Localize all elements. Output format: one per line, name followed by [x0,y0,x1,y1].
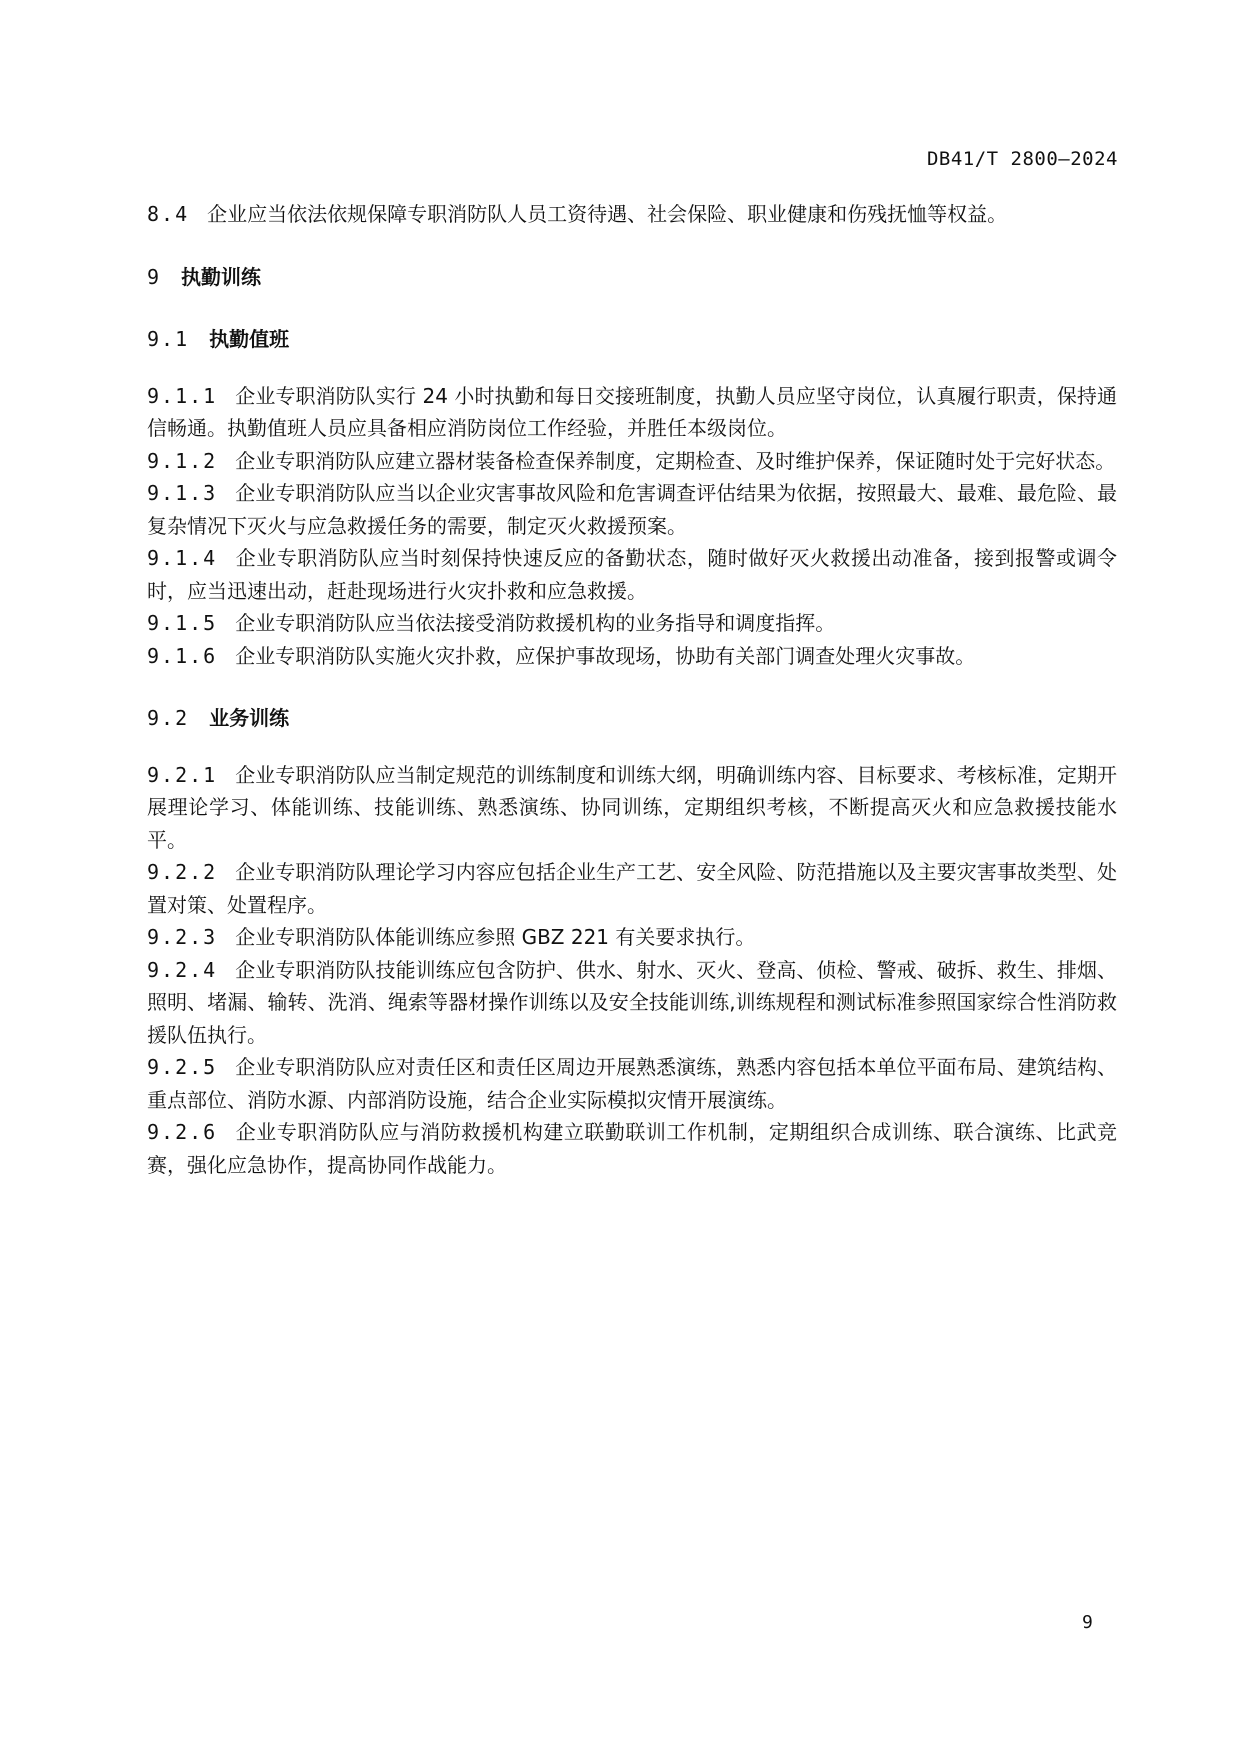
heading-text: 业务训练 [209,706,290,730]
clause-text: 企业专职消防队应当制定规范的训练制度和训练大纲，明确训练内容、目标要求、考核标准，定期开展理论学习、体能训练、技能训练、熟悉演练、协同训练，定期组织考核，不断提高灭火和应急救援技能水平。 [147,762,1117,852]
clause-9-2-1 [147,759,1117,857]
clause-text: 企业专职消防队应与消防救援机构建立联勤联训工作机制，定期组织合成训练、联合演练、比武竞赛，强化应急协作，提高协同作战能力。 [147,1120,1117,1177]
clause-9-1-5 [147,607,1117,640]
clause-text: 企业专职消防队应对责任区和责任区周边开展熟悉演练，熟悉内容包括本单位平面布局、建筑结构、重点部位、消防水源、内部消防设施，结合企业实际模拟灾情开展演练。 [147,1055,1117,1112]
heading-number: 9.1 [147,327,190,351]
clause-text: 企业专职消防队技能训练应包含防护、供水、射水、灭火、登高、侦检、警戒、破拆、救生、排烟、照明、堵漏、输转、洗消、绳索等器材操作训练以及安全技能训练,训练规程和测试标准参照国家综合性消防救援队伍执行。 [147,957,1117,1047]
clause-text: 企业专职消防队体能训练应参照 GBZ 221 有关要求执行。 [235,925,756,949]
clause-number: 9.2.4 [147,957,218,982]
clause-number: 9.1.6 [147,643,218,668]
heading-text: 执勤训练 [181,264,262,289]
clause-number: 9.1.1 [147,383,218,408]
section-heading-9-1 [147,323,1117,356]
clause-9-2-2 [147,856,1117,921]
clause-text: 企业应当依法依规保障专职消防队人员工资待遇、社会保险、职业健康和伤残抚恤等权益。 [207,202,1008,226]
clause-9-1-1 [147,380,1117,445]
clause-9-1-4 [147,542,1117,607]
clause-number: 9.2.6 [147,1120,218,1144]
clause-9-1-2 [147,445,1117,478]
clause-9-1-6 [147,640,1117,673]
section-heading-9-2 [147,702,1117,735]
clause-text: 企业专职消防队应建立器材装备检查保养制度，定期检查、及时维护保养，保证随时处于完好状态。 [235,448,1116,473]
clause-number: 9.2.5 [147,1055,218,1079]
clause-number: 9.1.2 [147,448,218,473]
clause-number: 9.1.3 [147,481,218,505]
clause-number: 9.2.1 [147,762,218,787]
clause-text: 企业专职消防队应当依法接受消防救援机构的业务指导和调度指挥。 [235,611,836,635]
clause-number: 9.1.5 [147,611,218,635]
page-number: 9 [1082,1612,1093,1633]
clause-9-2-3 [147,921,1117,954]
document-code: DB41/T 2800—2024 [926,148,1118,170]
heading-text: 执勤值班 [209,327,290,351]
clause-text: 企业专职消防队应当以企业灾害事故风险和危害调查评估结果为依据，按照最大、最难、最危险、最复杂情况下灭火与应急救援任务的需要，制定灭火救援预案。 [147,481,1117,538]
heading-number: 9.2 [147,706,190,730]
heading-number: 9 [147,264,162,289]
clause-9-2-6 [147,1116,1117,1181]
clause-text: 企业专职消防队实行 24 小时执勤和每日交接班制度，执勤人员应坚守岗位，认真履行职责，保持通信畅通。执勤值班人员应具备相应消防岗位工作经验，并胜任本级岗位。 [147,383,1117,440]
document-body [147,198,1117,1181]
clause-text: 企业专职消防队理论学习内容应包括企业生产工艺、安全风险、防范措施以及主要灾害事故类型、处置对策、处置程序。 [147,860,1117,917]
clause-number: 8.4 [147,202,190,226]
clause-9-2-4 [147,954,1117,1052]
section-heading-9 [147,261,1117,294]
clause-text: 企业专职消防队应当时刻保持快速反应的备勤状态，随时做好灭火救援出动准备，接到报警或调令时，应当迅速出动，赶赴现场进行火灾扑救和应急救援。 [147,546,1117,603]
clause-9-1-3 [147,477,1117,542]
clause-number: 9.1.4 [147,546,218,570]
clause-number: 9.2.2 [147,860,218,884]
clause-8-4 [147,198,1117,231]
clause-number: 9.2.3 [147,925,218,949]
clause-9-2-5 [147,1051,1117,1116]
clause-text: 企业专职消防队实施火灾扑救，应保护事故现场，协助有关部门调查处理火灾事故。 [235,643,976,668]
